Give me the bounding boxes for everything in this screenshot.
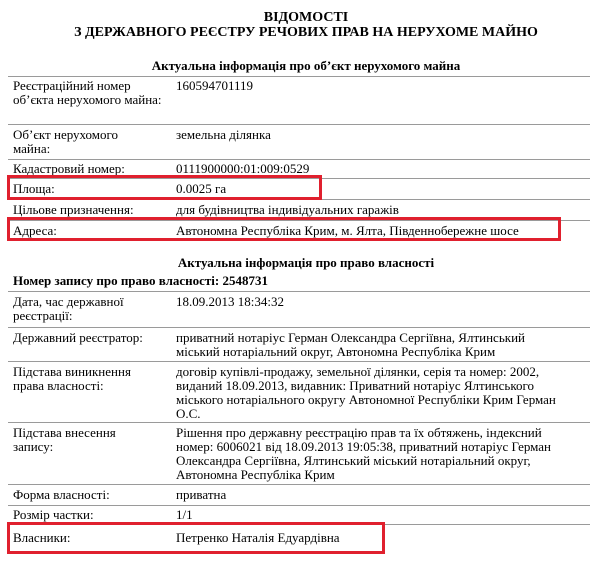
divider (8, 484, 590, 485)
document-title: ВІДОМОСТІ (263, 10, 349, 25)
divider (8, 76, 590, 77)
ownership-basis-value: договір купівлі-продажу, земельної ділянки, серія та номер: 2002, виданий 18.09.2013, видавник: Приватний нотаріус Ялтинського міського нотаріального округу Автономної Республіки Крим Герман О.С. (176, 364, 556, 421)
object-value: земельна ділянка (176, 127, 271, 142)
divider (8, 291, 590, 292)
registrar-value: приватний нотаріус Герман Олександра Сергіївна, Ялтинський міський нотаріальний округ, Автономна Республіка Крим (176, 330, 525, 359)
divider (8, 327, 590, 328)
divider (8, 505, 590, 506)
ownership-basis-label: Підстава виникнення права власності: (13, 364, 131, 393)
registration-date-label: Дата, час державної реєстрації: (13, 294, 124, 323)
document-subtitle: З ДЕРЖАВНОГО РЕЄСТРУ РЕЧОВИХ ПРАВ НА НЕРУХОМЕ МАЙНО (74, 25, 538, 40)
property-section-title: Актуальна інформація про об’єкт нерухомого майна (151, 58, 461, 73)
purpose-label: Цільове призначення: (13, 202, 134, 217)
ownership-section-title: Актуальна інформація про право власності (177, 255, 435, 270)
cadastral-label: Кадастровий номер: (13, 161, 125, 176)
entry-basis-label: Підстава внесення запису: (13, 425, 116, 454)
owners-label: Власники: (13, 530, 71, 545)
divider (8, 124, 590, 125)
divider (8, 524, 590, 525)
object-label: Об’єкт нерухомого майна: (13, 127, 119, 156)
divider (8, 361, 590, 362)
registration-date-value: 18.09.2013 18:34:32 (176, 294, 284, 309)
area-value: 0.0025 га (176, 181, 227, 196)
divider (8, 159, 590, 160)
address-value: Автономна Республіка Крим, м. Ялта, Південнобережне шосе (176, 223, 519, 238)
address-label: Адреса: (13, 223, 57, 238)
owners-value: Петренко Наталія Едуардівна (176, 530, 340, 545)
ownership-form-label: Форма власності: (13, 487, 110, 502)
ownership-form-value: приватна (176, 487, 227, 502)
registrar-label: Державний реєстратор: (13, 330, 143, 345)
cadastral-value: 0111900000:01:009:0529 (176, 161, 310, 176)
share-size-value: 1/1 (176, 507, 193, 522)
divider (8, 220, 590, 221)
registration-number-label: Реєстраційний номер об’єкта нерухомого майна: (13, 78, 162, 107)
purpose-value: для будівництва індивідуальних гаражів (176, 202, 399, 217)
area-label: Площа: (13, 181, 55, 196)
record-number: Номер запису про право власності: 2548731 (13, 273, 268, 288)
divider (8, 199, 590, 200)
share-size-label: Розмір частки: (13, 507, 94, 522)
divider (8, 422, 590, 423)
divider (8, 178, 590, 179)
entry-basis-value: Рішення про державну реєстрацію прав та їх обтяжень, індексний номер: 6006021 від 18.09.2013 19:05:38, приватний нотаріус Герман Олександра Сергіївна, Ялтинський міський нотаріальний округ, Автономна Республіка Крим (176, 425, 552, 482)
registration-number-value: 160594701119 (176, 78, 254, 93)
